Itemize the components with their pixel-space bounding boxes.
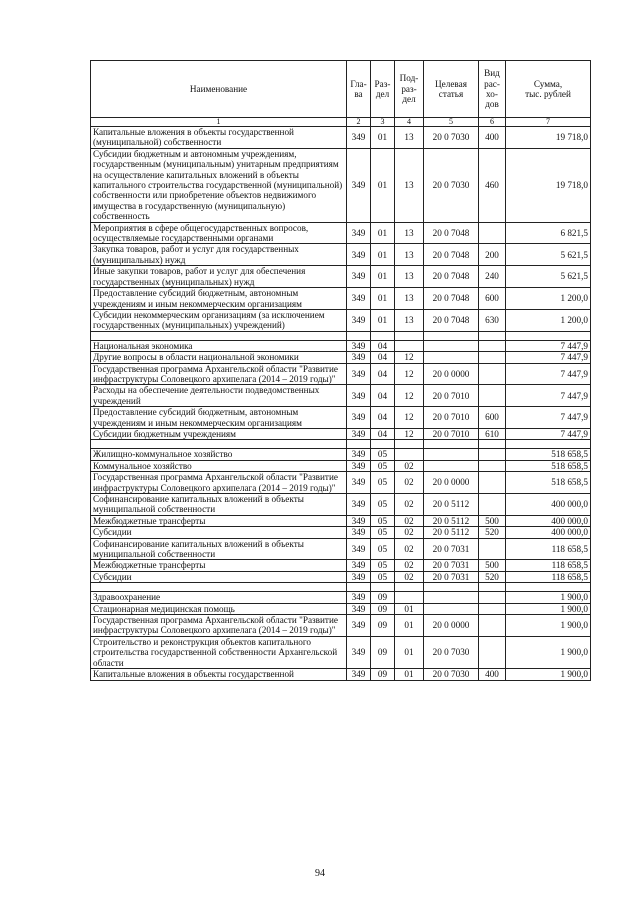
- row-target: 20 0 7048: [424, 266, 479, 288]
- row-podrazdel: [395, 340, 424, 351]
- row-podrazdel: 12: [395, 363, 424, 385]
- row-glava: 349: [347, 428, 371, 439]
- row-podrazdel: 13: [395, 288, 424, 310]
- row-vid: [479, 385, 506, 407]
- row-podrazdel: 13: [395, 309, 424, 331]
- row-sum: 7 447,9: [506, 352, 591, 363]
- row-sum: 7 447,9: [506, 363, 591, 385]
- table-row: [91, 148, 591, 222]
- row-podrazdel: 02: [395, 571, 424, 582]
- row-name: Субсидии некоммерческим организациям (за исключением государственных (муниципальных) учреждений): [91, 309, 347, 331]
- row-sum: 1 200,0: [506, 288, 591, 310]
- row-name: Стационарная медицинская помощь: [91, 603, 347, 614]
- index-cell: 1: [91, 118, 347, 127]
- spacer-cell: [424, 583, 479, 592]
- row-target: [424, 592, 479, 603]
- row-name: Межбюджетные трансферты: [91, 560, 347, 571]
- row-glava: 349: [347, 592, 371, 603]
- row-name: Межбюджетные трансферты: [91, 515, 347, 526]
- row-razdel: 05: [371, 571, 395, 582]
- row-vid: 500: [479, 515, 506, 526]
- row-vid: [479, 538, 506, 560]
- index-cell: 2: [347, 118, 371, 127]
- row-vid: 520: [479, 527, 506, 538]
- spacer-cell: [91, 583, 347, 592]
- spacer-cell: [479, 583, 506, 592]
- row-sum: 1 900,0: [506, 636, 591, 668]
- row-razdel: 05: [371, 494, 395, 516]
- table-row: [91, 615, 591, 637]
- row-sum: 1 900,0: [506, 669, 591, 680]
- spacer-cell: [395, 440, 424, 449]
- row-razdel: 04: [371, 340, 395, 351]
- row-target: 20 0 7030: [424, 669, 479, 680]
- row-razdel: 09: [371, 636, 395, 668]
- row-glava: 349: [347, 222, 371, 244]
- row-podrazdel: [395, 592, 424, 603]
- index-cell: 6: [479, 118, 506, 127]
- row-glava: 349: [347, 472, 371, 494]
- row-target: 20 0 5112: [424, 527, 479, 538]
- row-podrazdel: 02: [395, 494, 424, 516]
- row-razdel: 05: [371, 538, 395, 560]
- index-row: [91, 118, 591, 127]
- table-row: [91, 592, 591, 603]
- table-row: [91, 385, 591, 407]
- row-vid: 460: [479, 148, 506, 222]
- row-glava: 349: [347, 669, 371, 680]
- table-row: [91, 636, 591, 668]
- row-vid: [479, 363, 506, 385]
- row-target: 20 0 7031: [424, 571, 479, 582]
- spacer-cell: [91, 440, 347, 449]
- spacer-cell: [347, 440, 371, 449]
- row-razdel: 01: [371, 244, 395, 266]
- index-cell: 3: [371, 118, 395, 127]
- row-vid: 400: [479, 127, 506, 149]
- row-podrazdel: 02: [395, 527, 424, 538]
- header-sum: Сумма, тыс. рублей: [506, 61, 591, 118]
- row-name: Субсидии бюджетным и автономным учреждениям, государственным (муниципальным) унитарным предприятиям на осуществление капитальных вложений в объекты капитального строительства государственной (муниципальной) собственности или приобретение объектов недвижимого имущества в государственную (муниципальную) собственность: [91, 148, 347, 222]
- table-row: [91, 669, 591, 680]
- budget-table: [90, 60, 591, 681]
- row-target: [424, 449, 479, 460]
- spacer-cell: [424, 331, 479, 340]
- row-name: Субсидии: [91, 571, 347, 582]
- row-name: Жилищно-коммунальное хозяйство: [91, 449, 347, 460]
- table-row: [91, 515, 591, 526]
- table-row: [91, 244, 591, 266]
- row-razdel: 04: [371, 352, 395, 363]
- row-name: Здравоохранение: [91, 592, 347, 603]
- table-row: [91, 603, 591, 614]
- table-row: [91, 352, 591, 363]
- row-glava: 349: [347, 449, 371, 460]
- row-podrazdel: [395, 449, 424, 460]
- spacer-cell: [371, 583, 395, 592]
- index-cell: 4: [395, 118, 424, 127]
- row-razdel: 05: [371, 515, 395, 526]
- row-razdel: 01: [371, 222, 395, 244]
- row-glava: 349: [347, 560, 371, 571]
- table-row: [91, 494, 591, 516]
- table-row: [91, 472, 591, 494]
- row-sum: 7 447,9: [506, 385, 591, 407]
- row-vid: [479, 340, 506, 351]
- row-glava: 349: [347, 309, 371, 331]
- index-cell: 5: [424, 118, 479, 127]
- row-name: Субсидии: [91, 527, 347, 538]
- table-row: [91, 222, 591, 244]
- row-sum: 19 718,0: [506, 148, 591, 222]
- row-sum: 518 658,5: [506, 472, 591, 494]
- table-row: [91, 288, 591, 310]
- row-sum: 1 900,0: [506, 592, 591, 603]
- row-sum: 7 447,9: [506, 340, 591, 351]
- row-vid: [479, 615, 506, 637]
- row-name: Государственная программа Архангельской области "Развитие инфраструктуры Соловецкого архипелага (2014 – 2019 годы)": [91, 615, 347, 637]
- row-target: 20 0 7048: [424, 244, 479, 266]
- row-vid: 600: [479, 407, 506, 429]
- row-vid: 400: [479, 669, 506, 680]
- row-razdel: 04: [371, 407, 395, 429]
- row-podrazdel: 02: [395, 460, 424, 471]
- row-glava: 349: [347, 494, 371, 516]
- table-row: [91, 571, 591, 582]
- row-target: 20 0 5112: [424, 515, 479, 526]
- row-razdel: 09: [371, 615, 395, 637]
- row-razdel: 01: [371, 148, 395, 222]
- row-sum: 1 900,0: [506, 615, 591, 637]
- row-name: Мероприятия в сфере общегосударственных вопросов, осуществляемые государственными органами: [91, 222, 347, 244]
- row-glava: 349: [347, 127, 371, 149]
- row-vid: [479, 603, 506, 614]
- table-body: [91, 127, 591, 681]
- spacer-cell: [395, 331, 424, 340]
- row-razdel: 01: [371, 288, 395, 310]
- row-podrazdel: 12: [395, 428, 424, 439]
- row-podrazdel: 13: [395, 244, 424, 266]
- row-name: Расходы на обеспечение деятельности подведомственных учреждений: [91, 385, 347, 407]
- table-row: [91, 527, 591, 538]
- row-sum: 118 658,5: [506, 560, 591, 571]
- row-target: 20 0 0000: [424, 472, 479, 494]
- row-target: 20 0 7010: [424, 385, 479, 407]
- row-target: [424, 603, 479, 614]
- row-glava: 349: [347, 266, 371, 288]
- row-glava: 349: [347, 460, 371, 471]
- header-name: Наименование: [91, 61, 347, 118]
- row-podrazdel: 01: [395, 669, 424, 680]
- row-glava: 349: [347, 571, 371, 582]
- spacer-cell: [506, 440, 591, 449]
- row-razdel: 01: [371, 266, 395, 288]
- row-glava: 349: [347, 352, 371, 363]
- row-glava: 349: [347, 527, 371, 538]
- row-name: Государственная программа Архангельской области "Развитие инфраструктуры Соловецкого архипелага (2014 – 2019 годы)": [91, 363, 347, 385]
- row-vid: [479, 460, 506, 471]
- row-name: Предоставление субсидий бюджетным, автономным учреждениям и иным некоммерческим организациям: [91, 288, 347, 310]
- row-name: Иные закупки товаров, работ и услуг для обеспечения государственных (муниципальных) нужд: [91, 266, 347, 288]
- row-glava: 349: [347, 288, 371, 310]
- row-target: [424, 460, 479, 471]
- row-glava: 349: [347, 244, 371, 266]
- row-podrazdel: 01: [395, 636, 424, 668]
- row-razdel: 01: [371, 127, 395, 149]
- row-glava: 349: [347, 385, 371, 407]
- row-podrazdel: 02: [395, 472, 424, 494]
- row-vid: [479, 636, 506, 668]
- table-row: [91, 127, 591, 149]
- row-vid: 600: [479, 288, 506, 310]
- row-podrazdel: 13: [395, 127, 424, 149]
- row-glava: 349: [347, 636, 371, 668]
- spacer-cell: [424, 440, 479, 449]
- row-target: 20 0 7048: [424, 309, 479, 331]
- spacer-cell: [347, 331, 371, 340]
- header-glava: Гла- ва: [347, 61, 371, 118]
- spacer-cell: [479, 440, 506, 449]
- row-podrazdel: 02: [395, 560, 424, 571]
- page-number: 94: [315, 868, 325, 879]
- row-target: [424, 340, 479, 351]
- row-sum: 7 447,9: [506, 428, 591, 439]
- table-row: [91, 340, 591, 351]
- row-name: Капитальные вложения в объекты государственной (муниципальной) собственности: [91, 127, 347, 149]
- header-row: [91, 61, 591, 118]
- table-row: [91, 538, 591, 560]
- row-vid: [479, 352, 506, 363]
- row-podrazdel: 12: [395, 352, 424, 363]
- row-podrazdel: 01: [395, 615, 424, 637]
- row-target: [424, 352, 479, 363]
- row-vid: [479, 494, 506, 516]
- row-vid: [479, 472, 506, 494]
- row-name: Строительство и реконструкция объектов капитального строительства государственной собственности Архангельской области: [91, 636, 347, 668]
- row-target: 20 0 7048: [424, 288, 479, 310]
- row-sum: 400 000,0: [506, 515, 591, 526]
- row-sum: 400 000,0: [506, 494, 591, 516]
- row-target: 20 0 7030: [424, 636, 479, 668]
- spacer-cell: [91, 331, 347, 340]
- row-podrazdel: 02: [395, 538, 424, 560]
- row-name: Софинансирование капитальных вложений в объекты муниципальной собственности: [91, 494, 347, 516]
- row-glava: 349: [347, 363, 371, 385]
- row-name: Коммунальное хозяйство: [91, 460, 347, 471]
- table-row: [91, 560, 591, 571]
- row-target: 20 0 5112: [424, 494, 479, 516]
- row-target: 20 0 7030: [424, 148, 479, 222]
- row-podrazdel: 13: [395, 266, 424, 288]
- spacer-cell: [395, 583, 424, 592]
- row-name: Закупка товаров, работ и услуг для государственных (муниципальных) нужд: [91, 244, 347, 266]
- row-target: 20 0 7031: [424, 538, 479, 560]
- row-target: 20 0 0000: [424, 615, 479, 637]
- row-razdel: 04: [371, 385, 395, 407]
- row-glava: 349: [347, 407, 371, 429]
- spacer-cell: [371, 440, 395, 449]
- table-row: [91, 266, 591, 288]
- row-sum: 7 447,9: [506, 407, 591, 429]
- row-razdel: 01: [371, 309, 395, 331]
- spacer-row: [91, 440, 591, 449]
- row-razdel: 04: [371, 428, 395, 439]
- row-name: Софинансирование капитальных вложений в объекты муниципальной собственности: [91, 538, 347, 560]
- row-vid: 240: [479, 266, 506, 288]
- row-sum: 118 658,5: [506, 571, 591, 582]
- row-sum: 5 621,5: [506, 266, 591, 288]
- row-target: 20 0 7010: [424, 428, 479, 439]
- row-razdel: 05: [371, 472, 395, 494]
- table-row: [91, 460, 591, 471]
- row-sum: 1 200,0: [506, 309, 591, 331]
- row-target: 20 0 0000: [424, 363, 479, 385]
- row-name: Государственная программа Архангельской области "Развитие инфраструктуры Соловецкого архипелага (2014 – 2019 годы)": [91, 472, 347, 494]
- row-sum: 518 658,5: [506, 460, 591, 471]
- row-vid: [479, 222, 506, 244]
- spacer-cell: [479, 331, 506, 340]
- table-row: [91, 309, 591, 331]
- row-vid: 610: [479, 428, 506, 439]
- row-razdel: 09: [371, 603, 395, 614]
- row-sum: 6 821,5: [506, 222, 591, 244]
- row-podrazdel: 12: [395, 385, 424, 407]
- row-target: 20 0 7030: [424, 127, 479, 149]
- spacer-cell: [506, 331, 591, 340]
- row-target: 20 0 7031: [424, 560, 479, 571]
- row-vid: 630: [479, 309, 506, 331]
- row-sum: 1 900,0: [506, 603, 591, 614]
- table-row: [91, 407, 591, 429]
- row-vid: 500: [479, 560, 506, 571]
- row-glava: 349: [347, 615, 371, 637]
- row-glava: 349: [347, 148, 371, 222]
- row-name: Субсидии бюджетным учреждениям: [91, 428, 347, 439]
- row-podrazdel: 01: [395, 603, 424, 614]
- row-razdel: 09: [371, 592, 395, 603]
- row-glava: 349: [347, 515, 371, 526]
- row-podrazdel: 13: [395, 148, 424, 222]
- row-name: Другие вопросы в области национальной экономики: [91, 352, 347, 363]
- row-razdel: 05: [371, 527, 395, 538]
- row-sum: 5 621,5: [506, 244, 591, 266]
- row-razdel: 09: [371, 669, 395, 680]
- row-vid: [479, 592, 506, 603]
- row-razdel: 05: [371, 460, 395, 471]
- row-glava: 349: [347, 538, 371, 560]
- row-name: Предоставление субсидий бюджетным, автономным учреждениям и иным некоммерческим организациям: [91, 407, 347, 429]
- row-razdel: 04: [371, 363, 395, 385]
- spacer-cell: [506, 583, 591, 592]
- row-name: Национальная экономика: [91, 340, 347, 351]
- row-vid: 520: [479, 571, 506, 582]
- table-row: [91, 363, 591, 385]
- row-sum: 400 000,0: [506, 527, 591, 538]
- header-target: Целевая статья: [424, 61, 479, 118]
- table-row: [91, 449, 591, 460]
- header-podrazdel: Под- раз- дел: [395, 61, 424, 118]
- index-cell: 7: [506, 118, 591, 127]
- row-glava: 349: [347, 603, 371, 614]
- row-vid: 200: [479, 244, 506, 266]
- row-target: 20 0 7010: [424, 407, 479, 429]
- header-razdel: Раз- дел: [371, 61, 395, 118]
- row-glava: 349: [347, 340, 371, 351]
- spacer-row: [91, 583, 591, 592]
- row-name: Капитальные вложения в объекты государственной: [91, 669, 347, 680]
- row-podrazdel: 02: [395, 515, 424, 526]
- header-vid: Вид рас- хо- дов: [479, 61, 506, 118]
- row-sum: 518 658,5: [506, 449, 591, 460]
- spacer-row: [91, 331, 591, 340]
- row-podrazdel: 12: [395, 407, 424, 429]
- row-razdel: 05: [371, 560, 395, 571]
- row-razdel: 05: [371, 449, 395, 460]
- spacer-cell: [347, 583, 371, 592]
- table-row: [91, 428, 591, 439]
- row-target: 20 0 7048: [424, 222, 479, 244]
- row-sum: 19 718,0: [506, 127, 591, 149]
- spacer-cell: [371, 331, 395, 340]
- row-podrazdel: 13: [395, 222, 424, 244]
- row-vid: [479, 449, 506, 460]
- row-sum: 118 658,5: [506, 538, 591, 560]
